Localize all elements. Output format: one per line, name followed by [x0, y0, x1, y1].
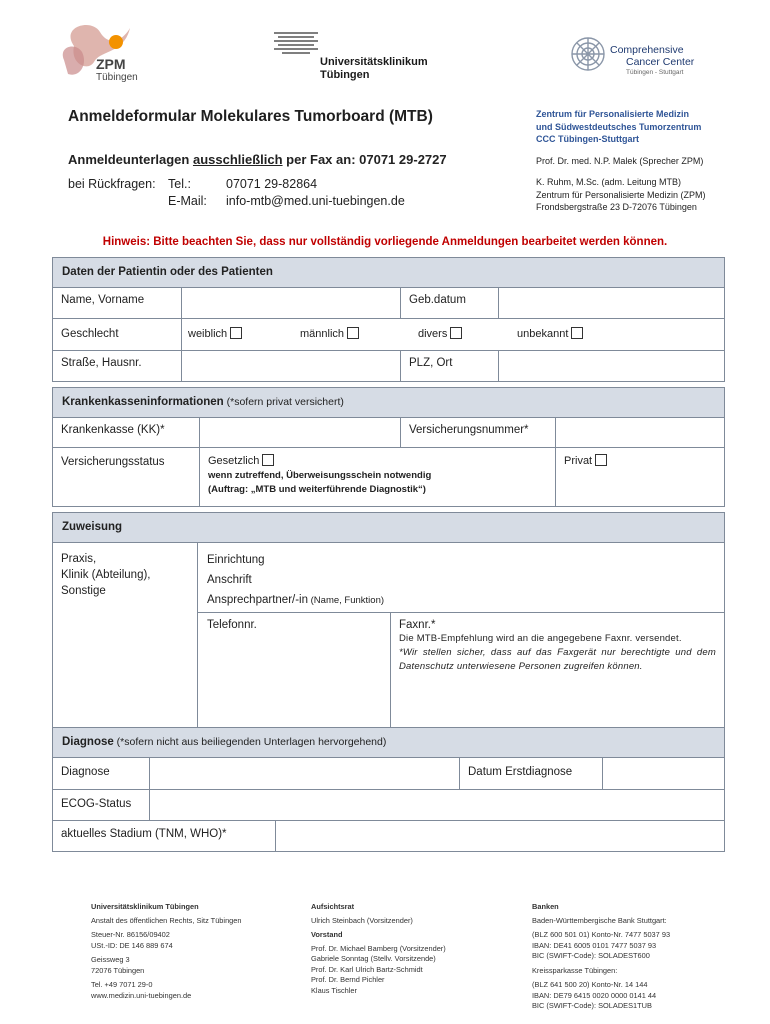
first-diagnosis-field[interactable]	[602, 758, 724, 789]
private-insurance-checkbox[interactable]	[595, 454, 607, 466]
patient-section-heading: Daten der Patientin oder des Patienten	[53, 258, 724, 288]
gender-label: Geschlecht	[61, 328, 119, 340]
practice-label-line2: Klinik (Abteilung),	[61, 569, 151, 581]
gender-options	[181, 319, 724, 350]
diagnosis-heading-text: Diagnose	[62, 736, 114, 748]
insurance-number-label: Versicherungsnummer*	[400, 418, 555, 447]
footer-col3-line5: Kreissparkasse Tübingen:	[532, 965, 618, 975]
gender-diverse-label: divers	[418, 328, 448, 340]
gender-unknown-label: unbekannt	[517, 328, 569, 340]
gender-diverse-checkbox[interactable]	[450, 327, 462, 339]
fax-instruction-emphasis: ausschließlich	[192, 152, 283, 167]
name-row	[53, 288, 724, 319]
private-insurance-label: Privat	[564, 455, 593, 467]
fax-instruction-suffix: per Fax an: 07071 29-2727	[282, 152, 447, 167]
footer-col2-board3: Prof. Dr. Karl Ulrich Bartz-Schmidt	[311, 964, 423, 974]
org-line2: und Südwestdeutsches Tumorzentrum	[536, 121, 702, 132]
footer-col3-line6: (BLZ 641 500 20) Konto-Nr. 14 144	[532, 980, 648, 989]
ccc-logo-line3: Tübingen - Stuttgart	[626, 69, 684, 76]
footer-col3-line2: (BLZ 600 501 01) Konto-Nr. 7477 5037 93	[532, 930, 671, 939]
footer-col-banks	[532, 902, 732, 1012]
insurance-heading-note: (*sofern privat versichert)	[223, 396, 344, 408]
contact-person-label-text: Ansprechpartner/-in	[207, 594, 308, 606]
patient-section	[52, 257, 725, 382]
insurer-field[interactable]	[199, 418, 400, 447]
footer-col2-board4: Prof. Dr. Bernd Pichler	[311, 975, 385, 984]
footer-col-hospital	[91, 902, 291, 1001]
gender-unknown-option[interactable]	[517, 327, 583, 340]
gender-row	[53, 319, 724, 351]
footer-col1-line5: 72076 Tübingen	[91, 965, 145, 975]
public-insurance-note1: wenn zutreffend, Überweisungsschein notwendig	[208, 470, 432, 481]
gender-male-option[interactable]	[300, 327, 359, 340]
contact-label: bei Rückfragen:	[68, 177, 156, 191]
zpm-logo-city: Tübingen	[96, 72, 138, 83]
address-label: Anschrift	[207, 574, 252, 586]
footer-col2-heading: Aufsichtsrat	[311, 902, 355, 911]
gender-diverse-option[interactable]	[418, 327, 462, 340]
email-value[interactable]: info-mtb@med.uni-tuebingen.de	[226, 194, 405, 208]
zpm-logo-name: ZPM	[96, 56, 126, 72]
tel-label: Tel.:	[168, 177, 191, 191]
footer-col1-line1: Anstalt des öffentlichen Rechts, Sitz Tübingen	[91, 915, 242, 925]
lead-line1: K. Ruhm, M.Sc. (adm. Leitung MTB)	[536, 177, 682, 187]
footer-col1-heading: Universitätsklinikum Tübingen	[91, 902, 199, 911]
gender-female-option[interactable]	[188, 327, 242, 340]
ccc-logo-line1: Comprehensive	[610, 44, 684, 56]
referral-section	[52, 512, 725, 733]
gender-unknown-checkbox[interactable]	[571, 327, 583, 339]
public-insurance-option[interactable]	[208, 454, 547, 467]
tel-value: 07071 29-82864	[226, 177, 318, 191]
footer-col2-heading2: Vorstand	[311, 930, 343, 939]
name-field[interactable]	[181, 288, 400, 318]
footer-col-board	[311, 902, 511, 996]
ecog-row	[53, 790, 724, 821]
public-insurance-checkbox[interactable]	[262, 454, 274, 466]
diagnosis-label: Diagnose	[61, 766, 110, 778]
city-label: PLZ, Ort	[400, 351, 498, 381]
insurance-section	[52, 387, 725, 507]
contact-person-label	[207, 590, 715, 611]
org-line1: Zentrum für Personalisierte Medizin	[536, 109, 690, 119]
practice-label-line1: Praxis,	[61, 553, 97, 565]
ecog-field[interactable]	[149, 790, 724, 820]
address-row	[53, 351, 724, 381]
email-label: E-Mail:	[168, 194, 207, 208]
gender-female-label: weiblich	[188, 328, 228, 340]
org-line3: CCC Tübingen-Stuttgart	[536, 134, 639, 144]
speaker: Prof. Dr. med. N.P. Malek (Sprecher ZPM)	[536, 155, 704, 166]
insurance-status-row	[53, 448, 724, 506]
private-insurance-option[interactable]	[555, 448, 724, 506]
diagnosis-section-heading	[53, 728, 724, 758]
public-insurance-label: Gesetzlich	[208, 455, 260, 467]
insurance-section-heading	[53, 388, 724, 418]
institution-cell[interactable]	[197, 543, 724, 613]
footer-col1-line4: Geissweg 3	[91, 955, 130, 964]
fax-note1: Die MTB-Empfehlung wird an die angegebene Faxnr. versendet.	[399, 633, 682, 644]
ecog-label: ECOG-Status	[61, 798, 132, 810]
footer-col3-line3: IBAN: DE41 6005 0101 7477 5037 93	[532, 940, 657, 950]
street-label: Straße, Hausnr.	[61, 357, 142, 369]
dob-field[interactable]	[498, 288, 724, 318]
fax-label: Faxnr.*	[399, 619, 436, 631]
footer-col2-board1: Prof. Dr. Michael Bamberg (Vorsitzender)	[311, 943, 446, 953]
ccc-logo-mark-icon	[568, 34, 608, 74]
footer-col3-line1: Baden-Württembergische Bank Stuttgart:	[532, 915, 667, 925]
footer-col3-line8: BIC (SWIFT-Code): SOLADES1TUB	[532, 1001, 652, 1010]
stage-label: aktuelles Stadium (TNM, WHO)*	[61, 828, 227, 840]
notice-banner: Hinweis: Bitte beachten Sie, dass nur vollständig vorliegende Anmeldungen bearbeitet werden können.	[102, 236, 668, 248]
footer-col2-board2: Gabriele Sonntag (Stellv. Vorsitzende)	[311, 954, 436, 963]
ukt-logo-line2: Tübingen	[320, 69, 370, 81]
gender-female-checkbox[interactable]	[230, 327, 242, 339]
footer-col1-line7[interactable]: www.medizin.uni-tuebingen.de	[91, 990, 192, 1000]
name-label: Name, Vorname	[61, 294, 145, 306]
footer-col3-line4: BIC (SWIFT-Code): SOLADEST600	[532, 951, 650, 960]
street-field[interactable]	[181, 351, 400, 381]
diagnosis-field[interactable]	[149, 758, 459, 789]
footer-col2-line1: Ulrich Steinbach (Vorsitzender)	[311, 915, 413, 925]
fax-instruction-prefix: Anmeldeunterlagen	[68, 152, 193, 167]
diagnosis-row	[53, 758, 724, 790]
institution-label: Einrichtung	[207, 554, 265, 566]
phone-label: Telefonnr.	[207, 619, 257, 631]
ukt-logo	[268, 26, 458, 86]
referral-body	[53, 543, 724, 732]
insurance-number-field[interactable]	[555, 418, 724, 447]
zpm-logo	[52, 20, 182, 90]
footer-col1-line2: Steuer-Nr. 86156/09402	[91, 930, 170, 939]
referral-section-heading: Zuweisung	[53, 513, 724, 543]
form-title: Anmeldeformular Molekulares Tumorboard (MTB)	[68, 108, 433, 125]
diagnosis-heading-note: (*sofern nicht aus beiliegenden Unterlagen hervorgehend)	[113, 736, 387, 748]
gender-male-label: männlich	[300, 328, 345, 340]
fax-cell[interactable]	[390, 613, 724, 732]
footer-col1-line6: Tel. +49 7071 29-0	[91, 980, 153, 989]
practice-label	[53, 543, 197, 732]
contact-person-note: (Name, Funktion)	[308, 595, 385, 606]
stage-field[interactable]	[275, 821, 724, 851]
ccc-logo	[568, 30, 718, 90]
stage-row	[53, 821, 724, 851]
insurer-row	[53, 418, 724, 448]
phone-cell[interactable]	[197, 613, 390, 732]
ukt-logo-line1: Universitätsklinikum	[320, 56, 428, 68]
gender-male-checkbox[interactable]	[347, 327, 359, 339]
city-field[interactable]	[498, 351, 724, 381]
public-insurance-note2: (Auftrag: „MTB und weiterführende Diagnostik“)	[208, 484, 426, 495]
insurer-label: Krankenkasse (KK)*	[61, 424, 165, 436]
ccc-logo-line2: Cancer Center	[626, 56, 695, 68]
org-address: Frondsbergstraße 23 D-72076 Tübingen	[536, 202, 697, 212]
footer-col3-line7: IBAN: DE79 6415 0020 0000 0141 44	[532, 990, 657, 1000]
ukt-logo-mark-icon	[272, 30, 320, 56]
insurance-heading-text: Krankenkasseninformationen	[62, 396, 224, 408]
fax-instruction	[68, 152, 447, 167]
insurance-status-label: Versicherungsstatus	[61, 456, 165, 468]
footer-col2-board5: Klaus Tischler	[311, 985, 358, 995]
fax-note2: *Wir stellen sicher, dass auf das Faxgerät nur berechtigte und dem Datenschutz unterwiesene Personen zugreifen können.	[399, 647, 716, 672]
footer-col1-line3: USt.-ID: DE 146 889 674	[91, 940, 173, 950]
diagnosis-section	[52, 727, 725, 852]
footer-col3-heading: Banken	[532, 902, 559, 911]
lead-line2: Zentrum für Personalisierte Medizin (ZPM)	[536, 189, 706, 200]
practice-label-line3: Sonstige	[61, 585, 106, 597]
organisation-info	[536, 108, 736, 214]
contact-block	[68, 176, 405, 210]
public-insurance-cell	[199, 448, 555, 506]
dob-label: Geb.datum	[400, 288, 498, 318]
first-diagnosis-label: Datum Erstdiagnose	[459, 758, 602, 789]
